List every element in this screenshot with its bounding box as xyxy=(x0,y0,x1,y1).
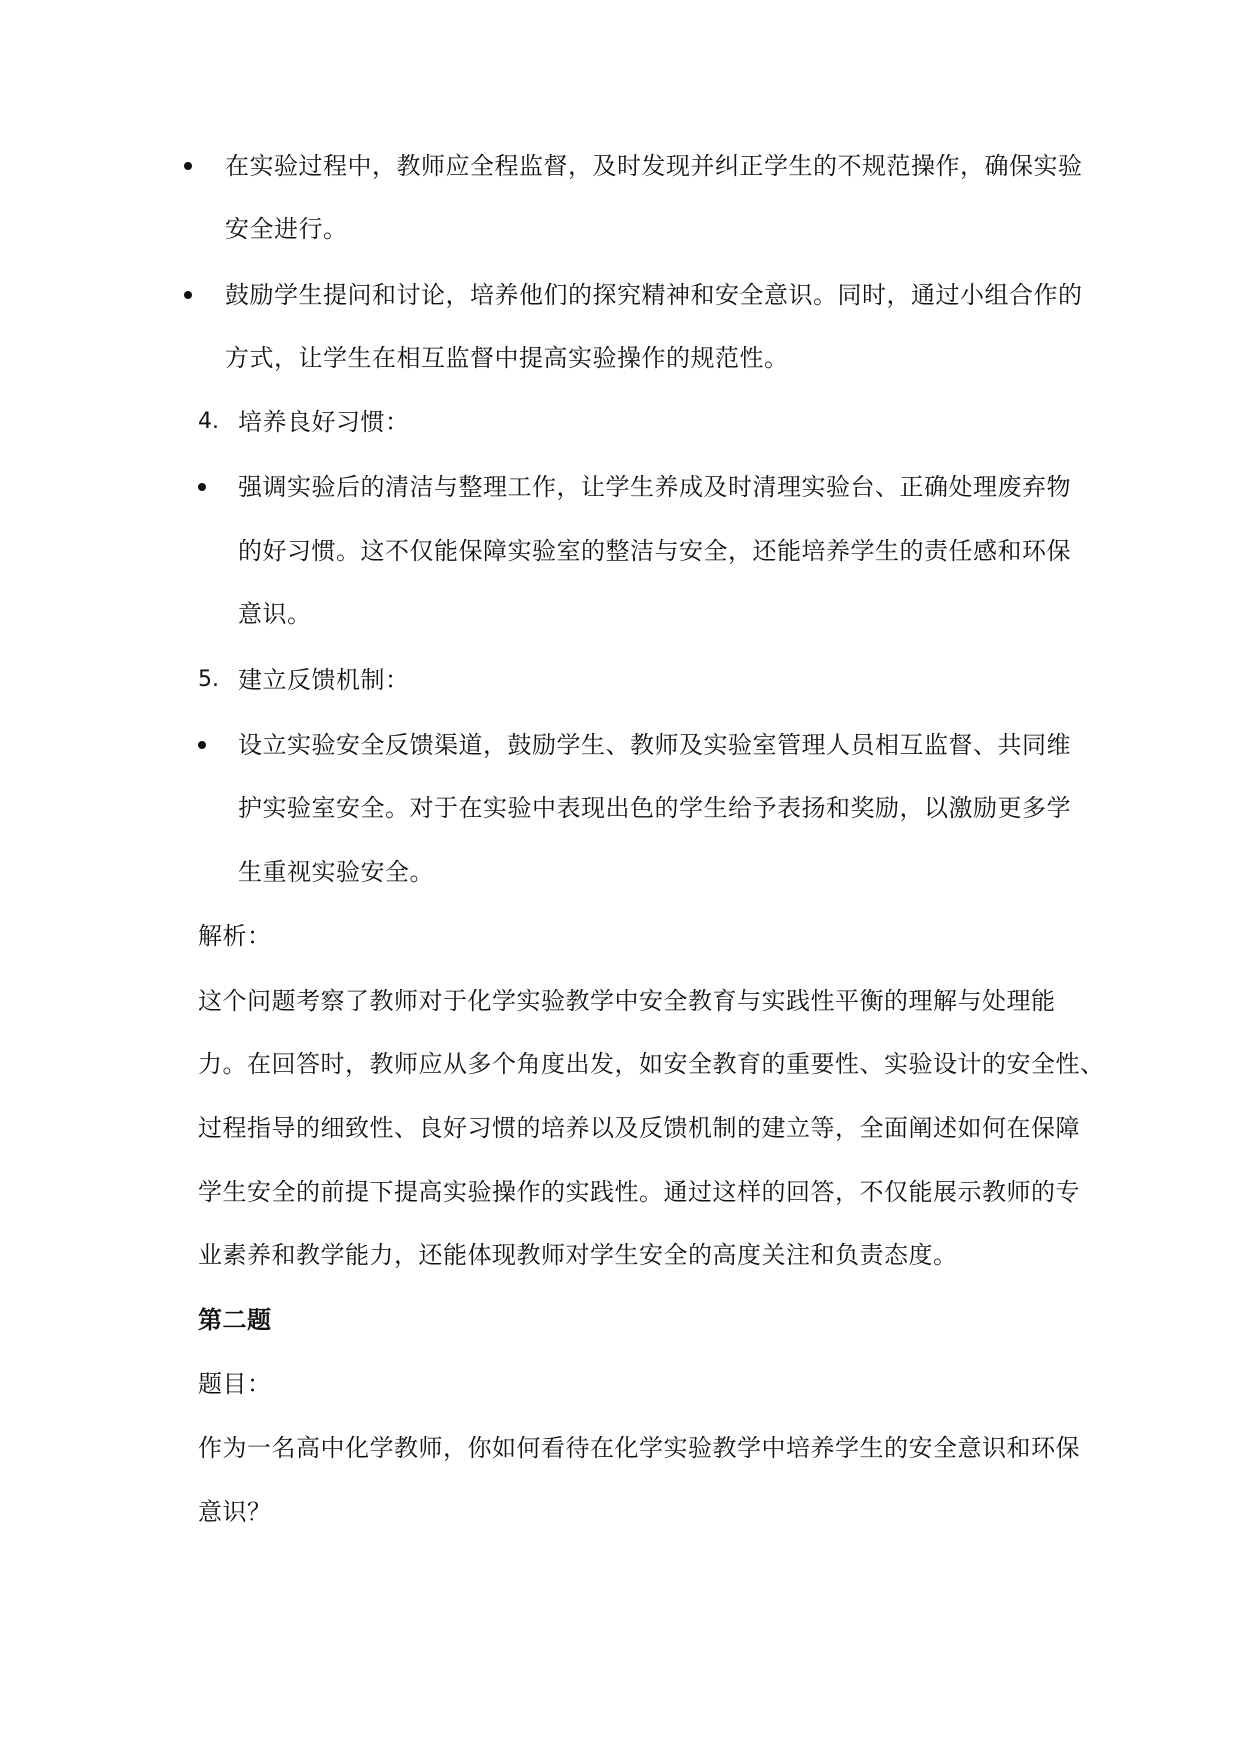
paragraph-line: 的好习惯。这不仅能保障实验室的整洁与安全，还能培养学生的责任感和环保 xyxy=(238,537,1071,565)
section-heading: 培养良好习惯： xyxy=(238,408,410,436)
analysis-line: 业素养和教学能力，还能体现教师对学生安全的高度关注和负责态度。 xyxy=(198,1241,958,1269)
analysis-line: 这个问题考察了教师对于化学实验教学中安全教育与实践性平衡的理解与处理能 xyxy=(198,987,1056,1015)
paragraph-line: 生重视实验安全。 xyxy=(238,858,434,886)
question-label: 题目： xyxy=(198,1370,272,1398)
bullet-dot xyxy=(184,291,192,299)
paragraph-line: 强调实验后的清洁与整理工作，让学生养成及时清理实验台、正确处理废弃物 xyxy=(238,473,1071,501)
paragraph-line: 意识。 xyxy=(238,600,312,628)
section-heading: 建立反馈机制： xyxy=(238,666,410,694)
question-title: 第二题 xyxy=(198,1306,272,1334)
paragraph-line: 设立实验安全反馈渠道，鼓励学生、教师及实验室管理人员相互监督、共同维 xyxy=(238,731,1071,759)
analysis-line: 力。在回答时，教师应从多个角度出发，如安全教育的重要性、实验设计的安全性、 xyxy=(198,1050,1105,1078)
question-line: 意识？ xyxy=(198,1498,272,1526)
paragraph-line: 安全进行。 xyxy=(225,215,348,243)
list-number: 4. xyxy=(198,409,219,434)
paragraph-line: 在实验过程中，教师应全程监督，及时发现并纠正学生的不规范操作，确保实验 xyxy=(225,152,1083,180)
analysis-label: 解析： xyxy=(198,922,272,950)
question-line: 作为一名高中化学教师，你如何看待在化学实验教学中培养学生的安全意识和环保 xyxy=(198,1434,1080,1462)
paragraph-line: 护实验室安全。对于在实验中表现出色的学生给予表扬和奖励，以激励更多学 xyxy=(238,794,1071,822)
analysis-line: 学生安全的前提下提高实验操作的实践性。通过这样的回答，不仅能展示教师的专 xyxy=(198,1178,1080,1206)
bullet-dot xyxy=(198,483,206,491)
paragraph-line: 鼓励学生提问和讨论，培养他们的探究精神和安全意识。同时，通过小组合作的 xyxy=(225,281,1083,309)
bullet-dot xyxy=(184,162,192,170)
paragraph-line: 方式，让学生在相互监督中提高实验操作的规范性。 xyxy=(225,344,789,372)
analysis-line: 过程指导的细致性、良好习惯的培养以及反馈机制的建立等，全面阐述如何在保障 xyxy=(198,1114,1080,1142)
list-number: 5. xyxy=(198,667,219,692)
bullet-dot xyxy=(198,741,206,749)
